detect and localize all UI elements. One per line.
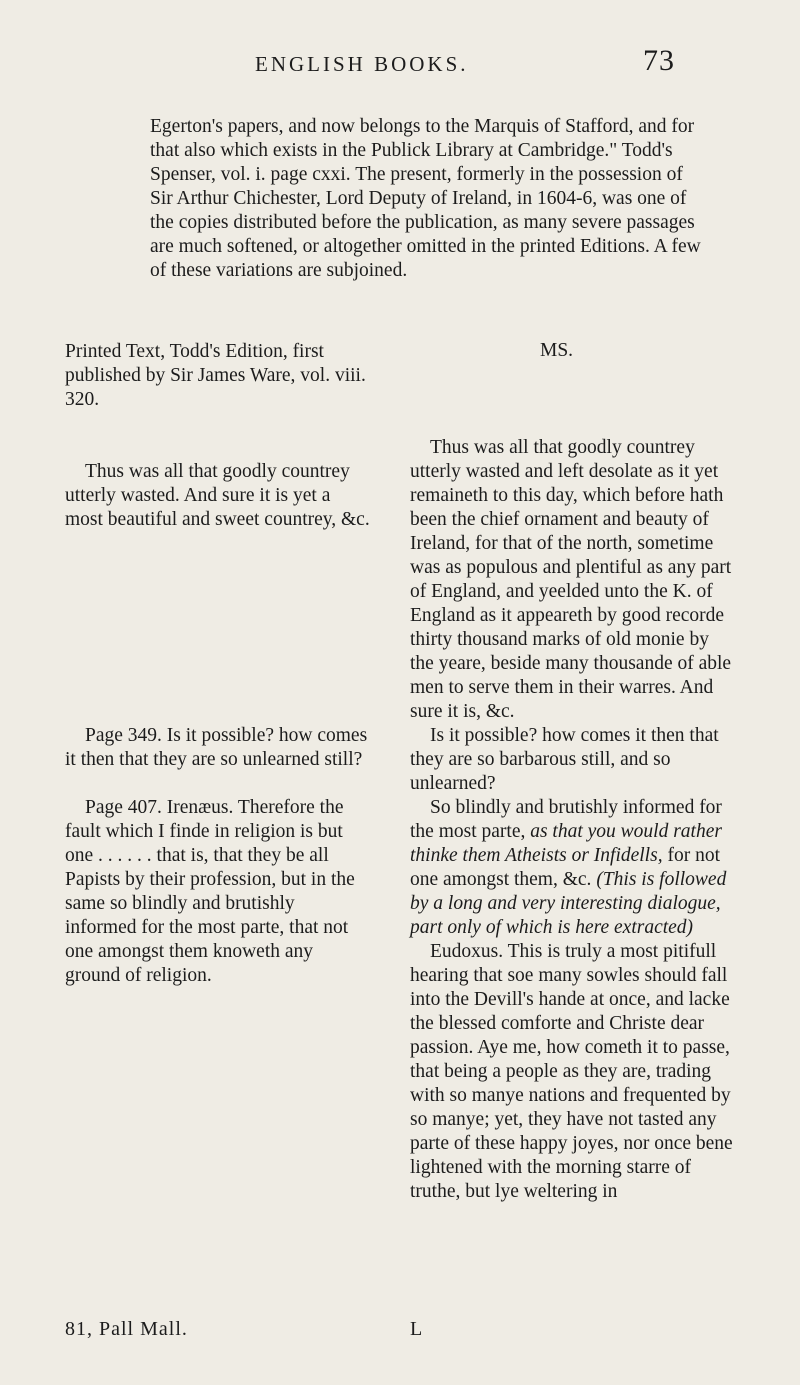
right-column-text — [410, 436, 735, 1204]
imprint: 81, Pall Mall. — [65, 1318, 188, 1340]
signature-mark: L — [410, 1318, 423, 1340]
right-paragraph-2: Is it possible? how comes it then that they are so barbarous still, and so unlearned? — [410, 725, 719, 794]
right-column-heading: MS. — [540, 340, 574, 361]
page-number: 73 — [643, 44, 675, 77]
left-paragraph-3: Page 407. Irenæus. Therefore the fault which I finde in religion is but one . . . . . . that is, that they be all Papists by their profession, but in the same so blindly and brutishly informed for the most parte, that not one amongst them knoweth any ground of religion. — [65, 797, 355, 986]
intro-paragraph: Egerton's papers, and now belongs to the Marquis of Stafford, and for that also which exists in the Publick Library at Cambridge." Todd's Spenser, vol. i. page cxxi. The present, formerly in the possession of Sir Arthur Chichester, Lord Deputy of Ireland, in 1604-6, was one of the copies distributed before the publication, as many severe passages are much softened, or altogether omitted in the printed Editions. A few of these variations are subjoined. — [150, 116, 701, 281]
right-paragraph-4: Eudoxus. This is truly a most pitifull hearing that soe many sowles should fall into the Devill's hande at once, and lacke the blessed comforte and Christe dear passion. Aye me, how cometh it to passe, that being a people as they are, trading with so manye nations and frequented by so manye; yet, they have not tasted any parte of these happy joyes, nor once bene lightened with the morning starre of truthe, but lye weltering in — [410, 941, 733, 1202]
left-column-heading: Printed Text, Todd's Edition, first published by Sir James Ware, vol. viii. 320. — [65, 341, 366, 410]
running-title: ENGLISH BOOKS. — [255, 52, 469, 76]
right-paragraph-1: Thus was all that goodly countrey utterly wasted and left desolate as it yet remaineth to this day, which before hath been the chief ornament and beauty of Ireland, for that of the north, sometime was as populous and plentiful as any part of England, and yeelded unto the K. of England as it appeareth by good recorde thirty thousand marks of old monie by the yeare, beside many thousande of able men to serve them in their warres. And sure it is, &c. — [410, 437, 732, 722]
editorial-note: (This is followed by a long and very interesting dialogue, part only of which is here extracted) — [410, 869, 727, 938]
left-paragraph-2: Page 349. Is it possible? how comes it then that they are so unlearned still? — [65, 725, 368, 770]
right-paragraph-3: So blindly and brutishly informed for the most parte, as that you would rather thinke them Atheists or Infidells, for not one amongst them, &c. (This is followed by a long and very interesting dialogue, part only of which is here extracted) — [410, 797, 727, 938]
left-paragraph-1: Thus was all that goodly countrey utterly wasted. And sure it is yet a most beautiful and sweet countrey, &c. — [65, 461, 370, 530]
running-header — [255, 44, 675, 77]
